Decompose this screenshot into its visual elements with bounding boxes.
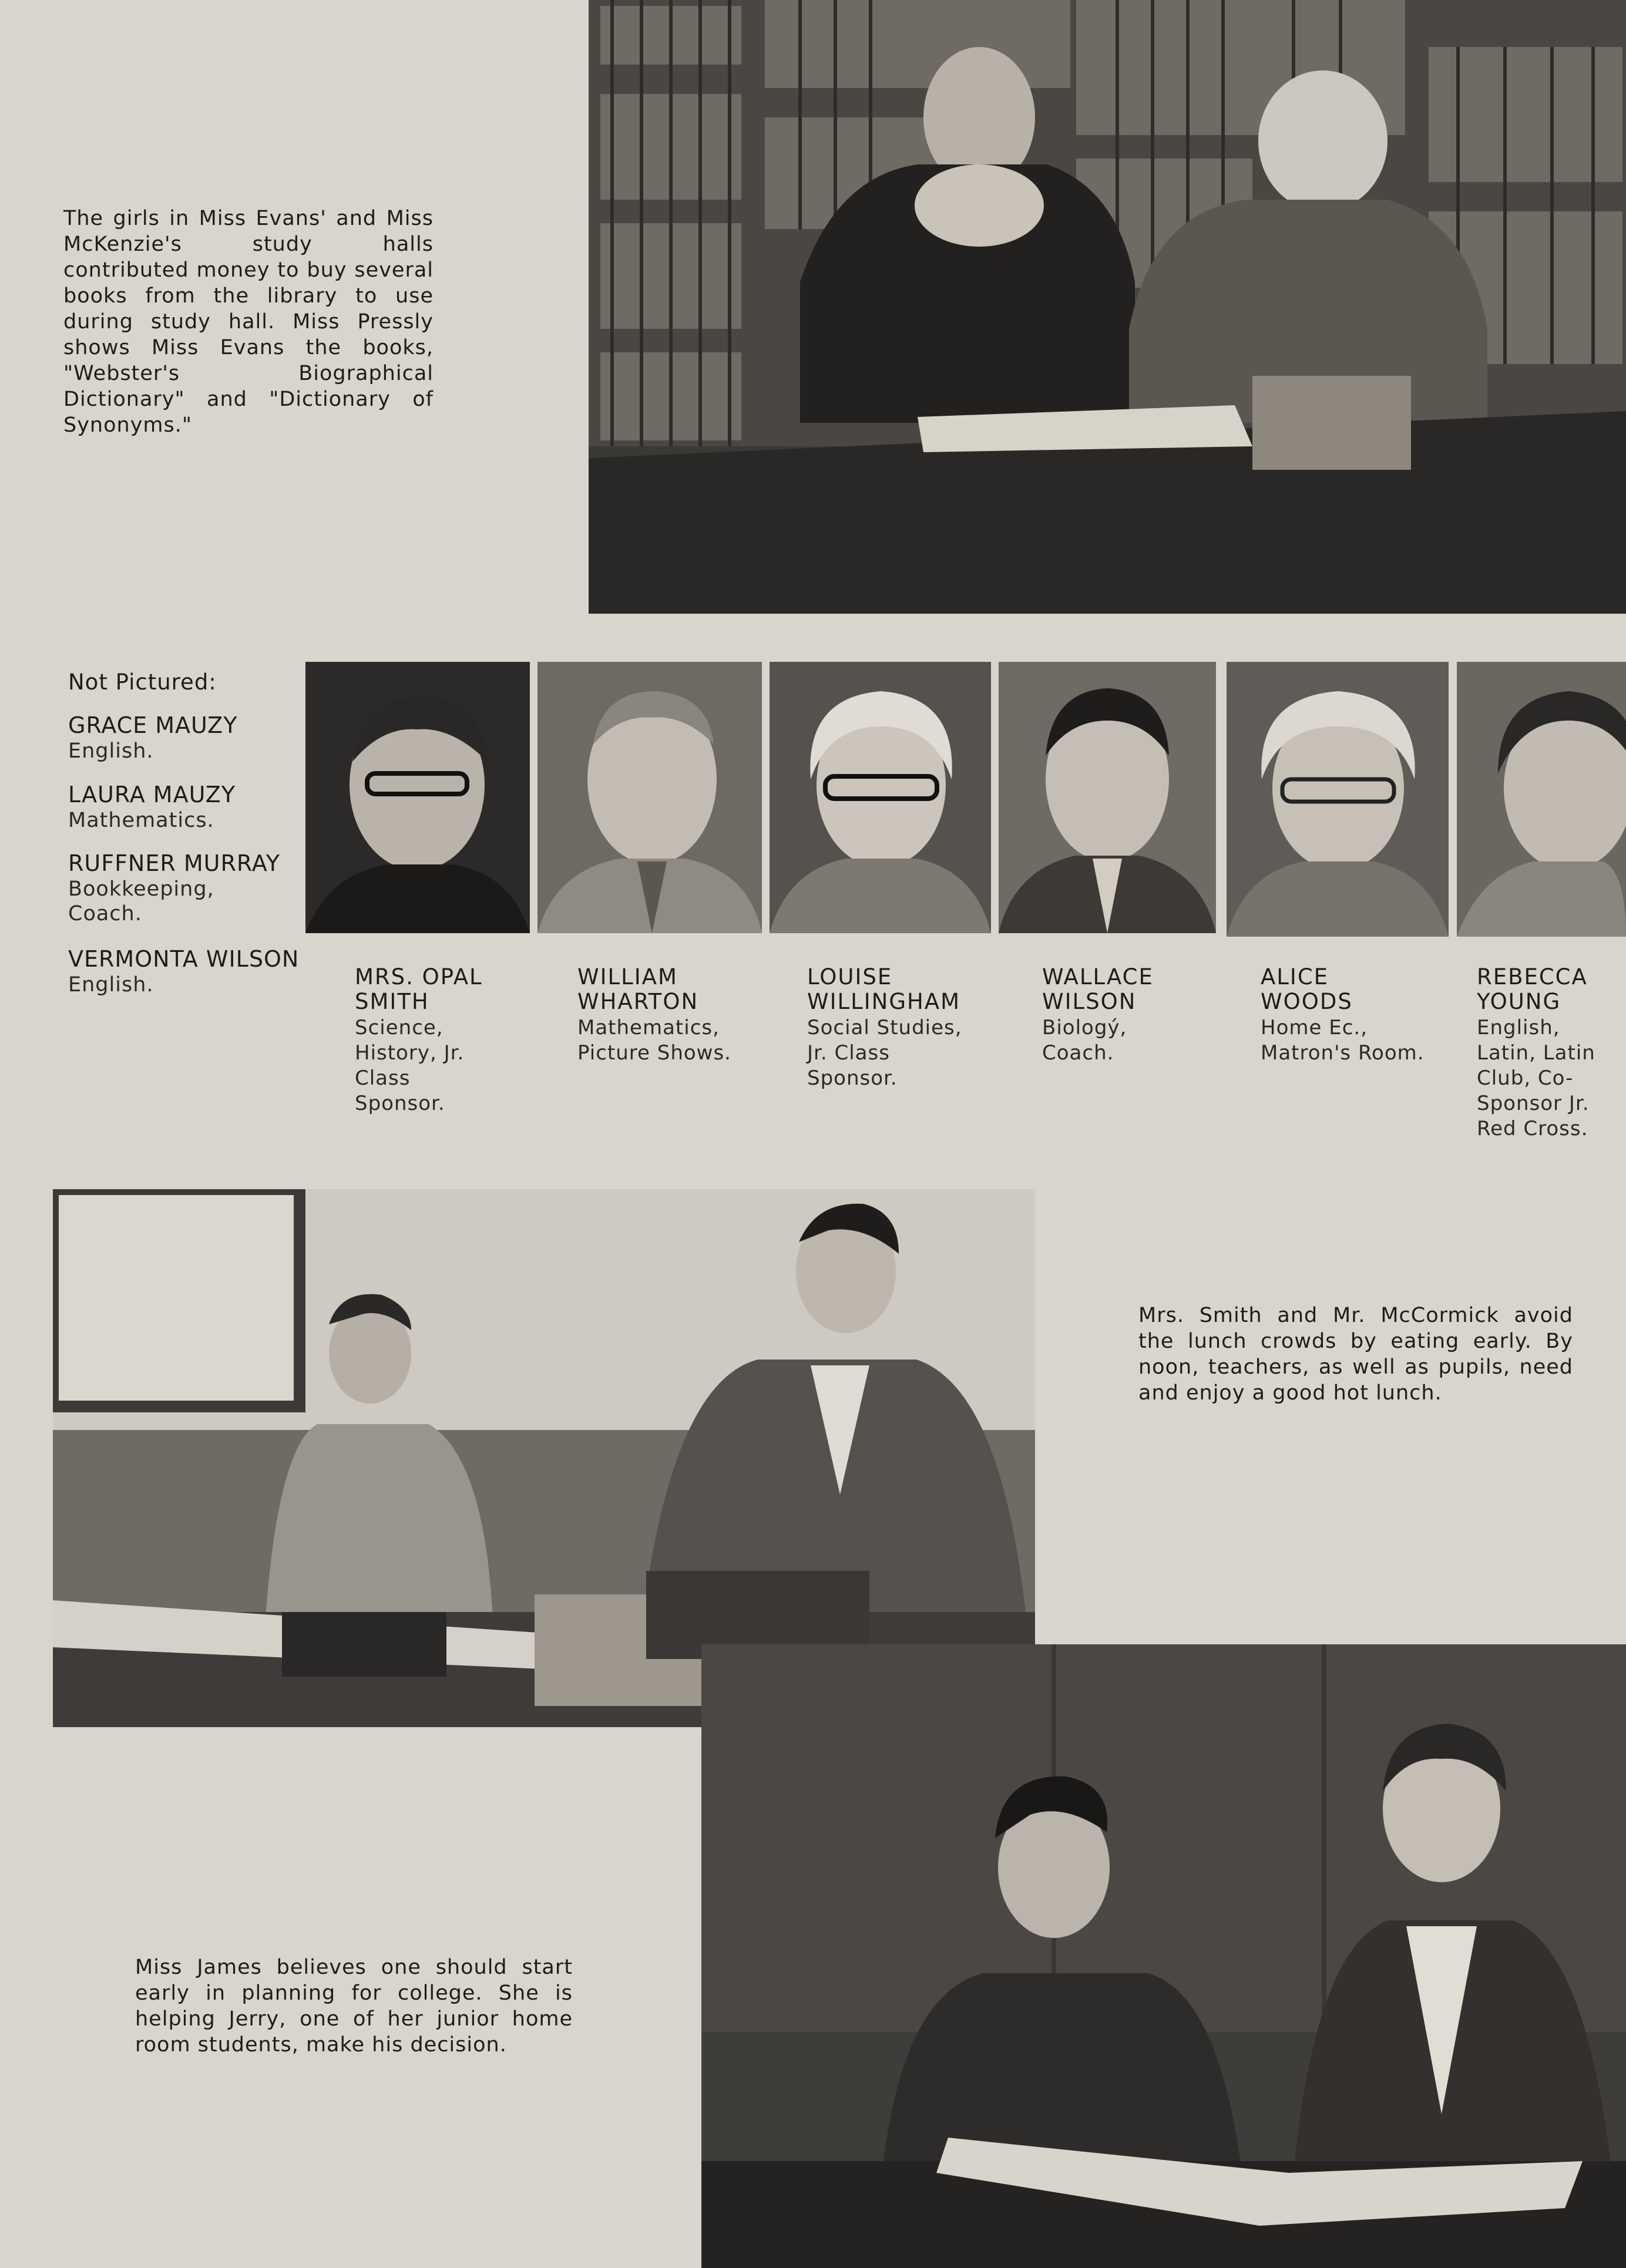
not-pictured-subject: Mathematics. xyxy=(68,809,214,832)
portrait-photo xyxy=(770,662,991,933)
faculty-subject: Science, History, Jr. Class Sponsor. xyxy=(355,1016,465,1115)
not-pictured-subject: Bookkeeping, Coach. xyxy=(68,877,214,926)
faculty-label xyxy=(355,965,566,1116)
faculty-subject: English, Latin, Latin Club, Co-Sponsor Jr. Red Cross. xyxy=(1477,1016,1595,1140)
not-pictured-subject: English. xyxy=(68,973,154,997)
faculty-label xyxy=(1261,965,1472,1066)
college-caption: Miss James believes one should start early in planning for college. She is helping Jerry, one of her junior home room students, make his decision. xyxy=(135,1956,573,2057)
portrait-photo xyxy=(1457,662,1626,937)
faculty-label xyxy=(807,965,1019,1091)
faculty-name: LOUISE WILLINGHAM xyxy=(807,964,961,1014)
faculty-subject: Social Studies, Jr. Class Sponsor. xyxy=(807,1016,962,1090)
not-pictured-name: VERMONTA WILSON xyxy=(68,946,300,972)
faculty-subject: Biologý, Coach. xyxy=(1042,1016,1127,1065)
not-pictured-item xyxy=(68,781,315,833)
portrait-photo xyxy=(537,662,762,933)
college-photo xyxy=(701,1644,1626,2268)
portrait-photo xyxy=(999,662,1216,933)
faculty-label xyxy=(1042,965,1254,1066)
not-pictured-name: LAURA MAUZY xyxy=(68,782,236,807)
not-pictured-subject: English. xyxy=(68,739,154,763)
library-scene-illustration xyxy=(589,0,1626,614)
faculty-subject: Mathematics, Picture Shows. xyxy=(577,1016,731,1065)
portrait-illustration xyxy=(305,662,530,933)
not-pictured-name: GRACE MAUZY xyxy=(68,712,238,738)
faculty-label xyxy=(577,965,789,1066)
faculty-name: REBECCA YOUNG xyxy=(1477,964,1588,1014)
faculty-name: MRS. OPAL SMITH xyxy=(355,964,483,1014)
faculty-label xyxy=(1477,965,1624,1142)
faculty-subject: Home Ec., Matron's Room. xyxy=(1261,1016,1425,1065)
portrait-photo xyxy=(1227,662,1449,937)
lunch-caption: Mrs. Smith and Mr. McCormick avoid the lunch crowds by eating early. By noon, teachers, as well as pupils, need and enjoy a good hot lunch. xyxy=(1138,1304,1573,1405)
not-pictured-item xyxy=(68,945,327,997)
portrait-illustration xyxy=(537,662,762,933)
portrait-illustration xyxy=(1227,662,1449,937)
not-pictured-item xyxy=(68,712,315,763)
not-pictured-name: RUFFNER MURRAY xyxy=(68,850,280,876)
not-pictured-label: Not Pictured: xyxy=(68,669,217,695)
faculty-name: ALICE WOODS xyxy=(1261,964,1353,1014)
portrait-illustration xyxy=(999,662,1216,933)
college-scene-illustration xyxy=(701,1644,1626,2268)
faculty-name: WALLACE WILSON xyxy=(1042,964,1154,1014)
library-photo xyxy=(589,0,1626,614)
not-pictured-item xyxy=(68,850,315,926)
portrait-photo xyxy=(305,662,530,933)
portrait-illustration xyxy=(770,662,991,933)
faculty-name: WILLIAM WHARTON xyxy=(577,964,699,1014)
library-caption: The girls in Miss Evans' and Miss McKenzie's study halls contributed money to buy several books from the library to use during study hall. Miss Pressly shows Miss Evans the books, "Webster's Biographical Dictionary" and "Dictionary of Synonyms." xyxy=(63,207,434,437)
portrait-illustration xyxy=(1457,662,1626,937)
